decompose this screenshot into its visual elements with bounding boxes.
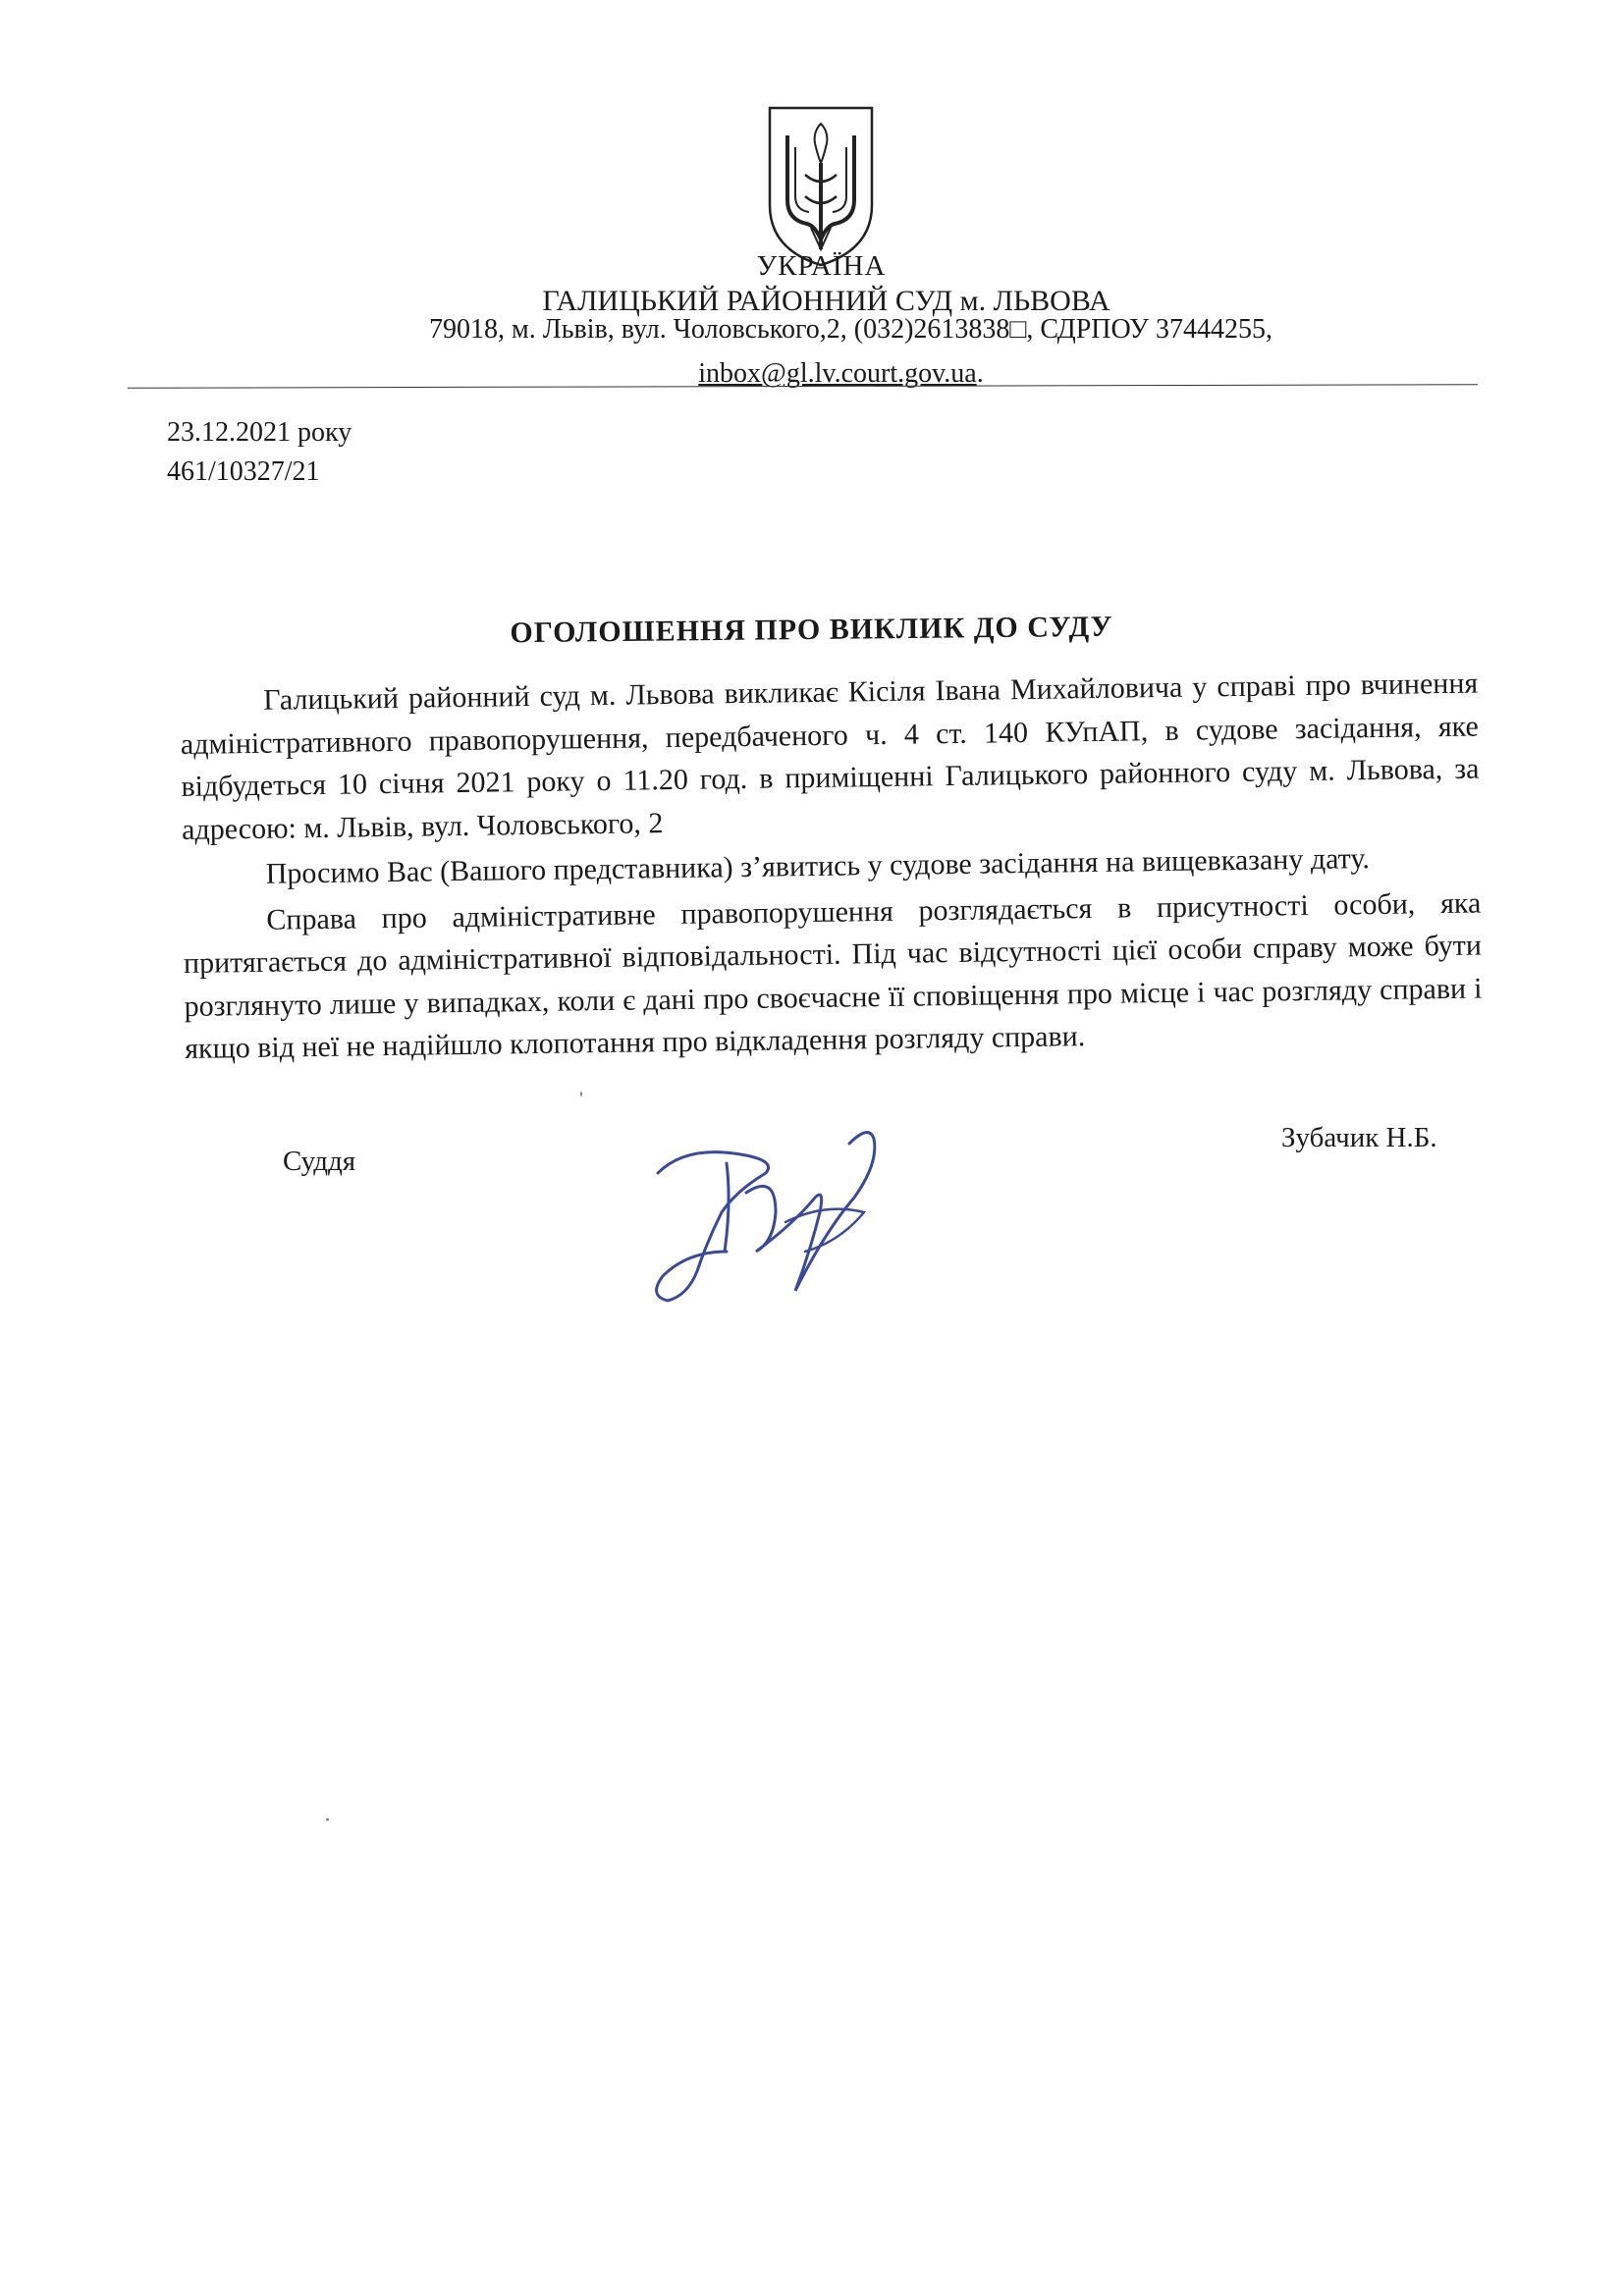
- header-email-link[interactable]: inbox@gl.lv.court.gov.ua: [698, 358, 977, 389]
- scan-speck: [326, 1818, 329, 1821]
- handwritten-signature: [628, 1104, 923, 1320]
- header-email-line: inbox@gl.lv.court.gov.ua.: [698, 358, 984, 389]
- paragraph-request: Просимо Вас (Вашого представника) з’явитись у судове засідання на вищевказану дату.: [265, 842, 1371, 890]
- paragraph-summons: Галицький районний суд м. Львова викликає Кісіля Івана Михайловича у справі про вчинення адміністративного правопорушення, передбаченого ч. 4 ст. 140 КУпАП, в судове засідання, яке відбудеться 10 січня 2021 року о 11.20 год. в приміщенні Галицького районного суду м. Львова, за адресою: м. Львів, вул. Чоловського, 2: [180, 667, 1480, 846]
- signatory-role: Суддя: [283, 1146, 356, 1177]
- coat-of-arms-icon: [762, 102, 880, 269]
- header-court-name: ГАЛИЦЬКИЙ РАЙОННИЙ СУД м. ЛЬВОВА: [542, 285, 1110, 317]
- header-address: 79018, м. Львів, вул. Чоловського,2, (032)2613838□, СДРПОУ 37444255,: [429, 314, 1272, 345]
- document-body: [180, 663, 1483, 1071]
- document-title: ОГОЛОШЕННЯ ПРО ВИКЛИК ДО СУДУ: [510, 610, 1113, 650]
- judge-name: Зубачик Н.Б.: [1281, 1122, 1437, 1153]
- paragraph-procedure: Справа про адміністративне правопорушення розглядається в присутності особи, яка притягається до адміністративної відповідальності. Під час відсутності цієї особи справу може бути розглянуто лише у випадках, коли є дані про своєчасне її сповіщення про місце і час розгляду справи і якщо від неї не надійшло клопотання про відкладення розгляду справи.: [183, 886, 1483, 1065]
- document-date: 23.12.2021 року: [167, 417, 352, 448]
- header-country: УКРАЇНА: [756, 250, 887, 282]
- scan-speck: [580, 1092, 582, 1096]
- case-number: 461/10327/21: [167, 456, 320, 487]
